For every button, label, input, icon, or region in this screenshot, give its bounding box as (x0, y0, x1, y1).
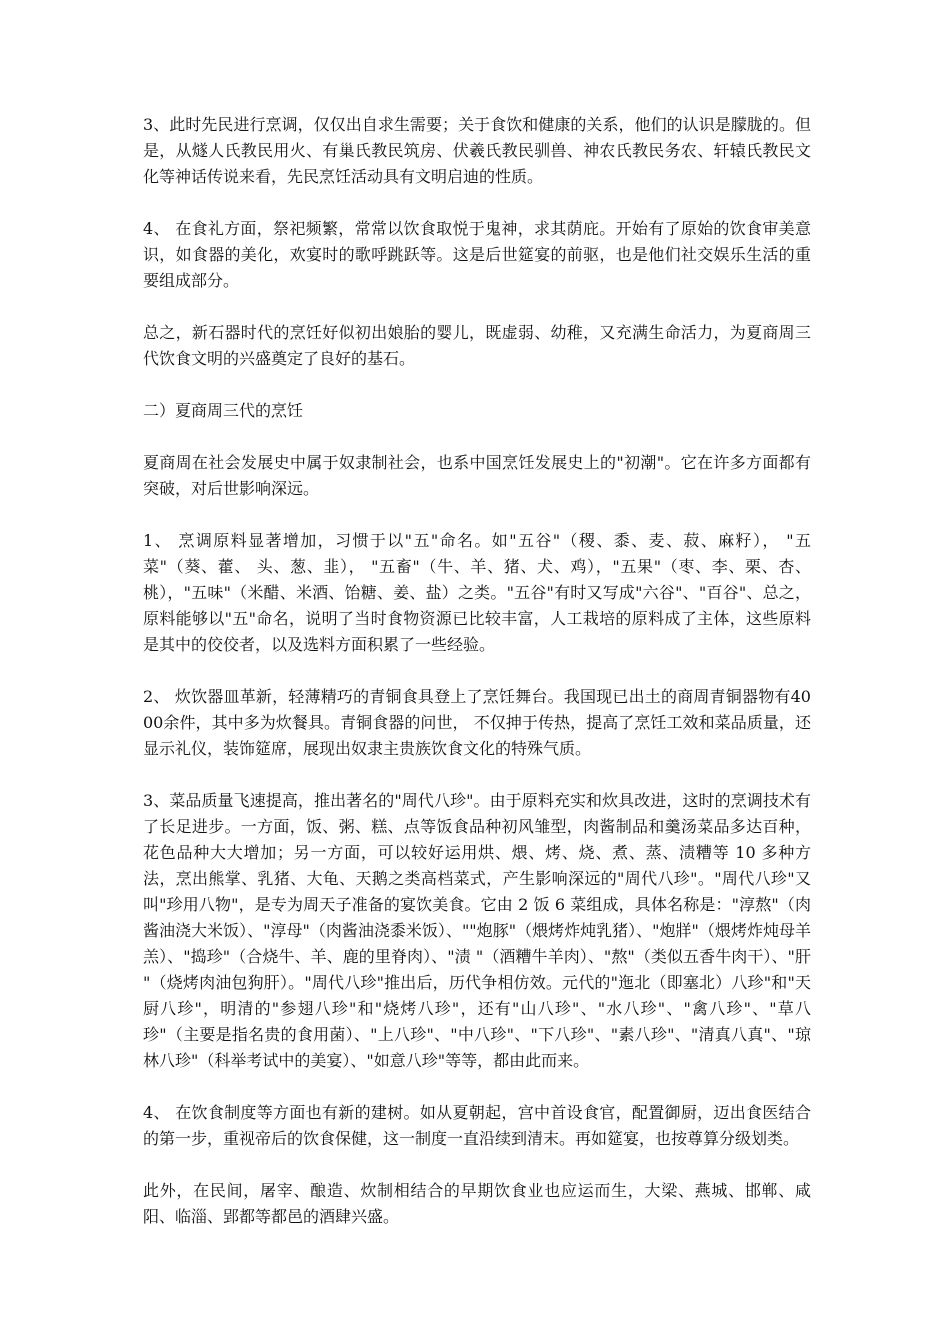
paragraph-point-3-eight-delicacies: 3、菜品质量飞速提高，推出著名的"周代八珍"。由于原料充实和炊具改进，这时的烹调技术有了长足进步。一方面，饭、粥、糕、点等饭食品种初风雏型，肉酱制品和羹汤菜品多达百种，花色品种大大增加；另一方面，可以较好运用烘、煨、烤、烧、煮、蒸、渍糟等 10 多种方法，烹出熊掌、乳猪、大龟、天鹅之类高档菜式，产生影响深远的"周代八珍"。"周代八珍"又叫"珍用八物"，是专为周天子准备的宴饮美食。它由 2 饭 6 菜组成，具体名称是："淳熬"（肉酱油浇大米饭）、"淳母"（肉酱油浇黍米饭）、""炮豚"（煨烤炸炖乳猪）、"炮牂"（煨烤炸炖母羊羔）、"捣珍"（合烧牛、羊、鹿的里脊肉）、"渍 "（酒糟牛羊肉）、"熬"（类似五香牛肉干）、"肝 "（烧烤肉油包狗肝）。"周代八珍"推出后，历代争相仿效。元代的"迤北（即塞北）八珍"和"天厨八珍"，明清的"参翅八珍"和"烧烤八珍"，还有"山八珍"、"水八珍"、"禽八珍"、"草八珍"（主要是指名贵的食用菌）、"上八珍"、"中八珍"、"下八珍"、"素八珍"、"清真八真"、"琼林八珍"（科举考试中的美宴）、"如意八珍"等等，都由此而来。 (143, 791, 811, 1070)
paragraph-point-4-food-rituals: 4、 在食礼方面，祭祀频繁，常常以饮食取悦于鬼神，求其荫庇。开始有了原始的饮食审美意识，如食器的美化，欢宴时的歌呼跳跃等。这是后世筵宴的前驱，也是他们社交娱乐生活的重要组成部分。 (143, 219, 811, 290)
paragraph-point-3-early-cooking: 3、此时先民进行烹调，仅仅出自求生需要；关于食饮和健康的关系，他们的认识是朦胧的。但是，从燧人氏教民用火、有巢氏教民筑房、伏羲氏教民驯兽、神农氏教民务农、轩辕氏教民文化等神话传说来看，先民烹饪活动具有文明启迪的性质。 (143, 115, 811, 186)
section-heading-xia-shang-zhou: 二）夏商周三代的烹饪 (143, 401, 304, 420)
paragraph-neolithic-summary: 总之，新石器时代的烹饪好似初出娘胎的婴儿，既虚弱、幼稚，又充满生命活力，为夏商周三代饮食文明的兴盛奠定了良好的基石。 (143, 323, 811, 368)
paragraph-point-1-ingredients: 1、 烹调原料显著增加，习惯于以"五"命名。如"五谷"（稷、黍、麦、菽、麻籽）， "五菜"（葵、藿、 头、葱、韭）， "五畜"（牛、羊、猪、犬、鸡），"五果"（枣、李、栗、杏、桃），"五味"（米醋、米酒、饴糖、姜、盐）之类。"五谷"有时又写成"六谷"、"百谷"、总之，原料能够以"五"命名，说明了当时食物资源已比较丰富，人工栽培的原料成了主体，这些原料是其中的佼佼者，以及选料方面积累了一些经验。 (143, 531, 811, 654)
paragraph-folk-food-industry: 此外，在民间，屠宰、酿造、炊制相结合的早期饮食业也应运而生，大梁、燕城、邯郸、咸阳、临淄、郢都等都邑的酒肆兴盛。 (143, 1181, 811, 1226)
paragraph-point-4-dietary-system: 4、 在饮食制度等方面也有新的建树。如从夏朝起，宫中首设食官，配置御厨，迈出食医结合的第一步，重视帝后的饮食保健，这一制度一直沿续到清末。再如筵宴，也按尊算分级划类。 (143, 1103, 811, 1148)
document-body (143, 112, 811, 1256)
paragraph-point-2-bronze-vessels: 2、 炊饮器皿革新，轻薄精巧的青铜食具登上了烹饪舞台。我国现已出土的商周青铜器物有4000余件，其中多为炊餐具。青铜食器的问世， 不仅抻于传热，提高了烹饪工效和菜品质量，还显示礼仪，装饰筵席，展现出奴隶主贵族饮食文化的特殊气质。 (143, 687, 811, 758)
paragraph-section-intro: 夏商周在社会发展史中属于奴隶制社会，也系中国烹饪发展史上的"初潮"。它在许多方面都有突破，对后世影响深远。 (143, 453, 811, 498)
